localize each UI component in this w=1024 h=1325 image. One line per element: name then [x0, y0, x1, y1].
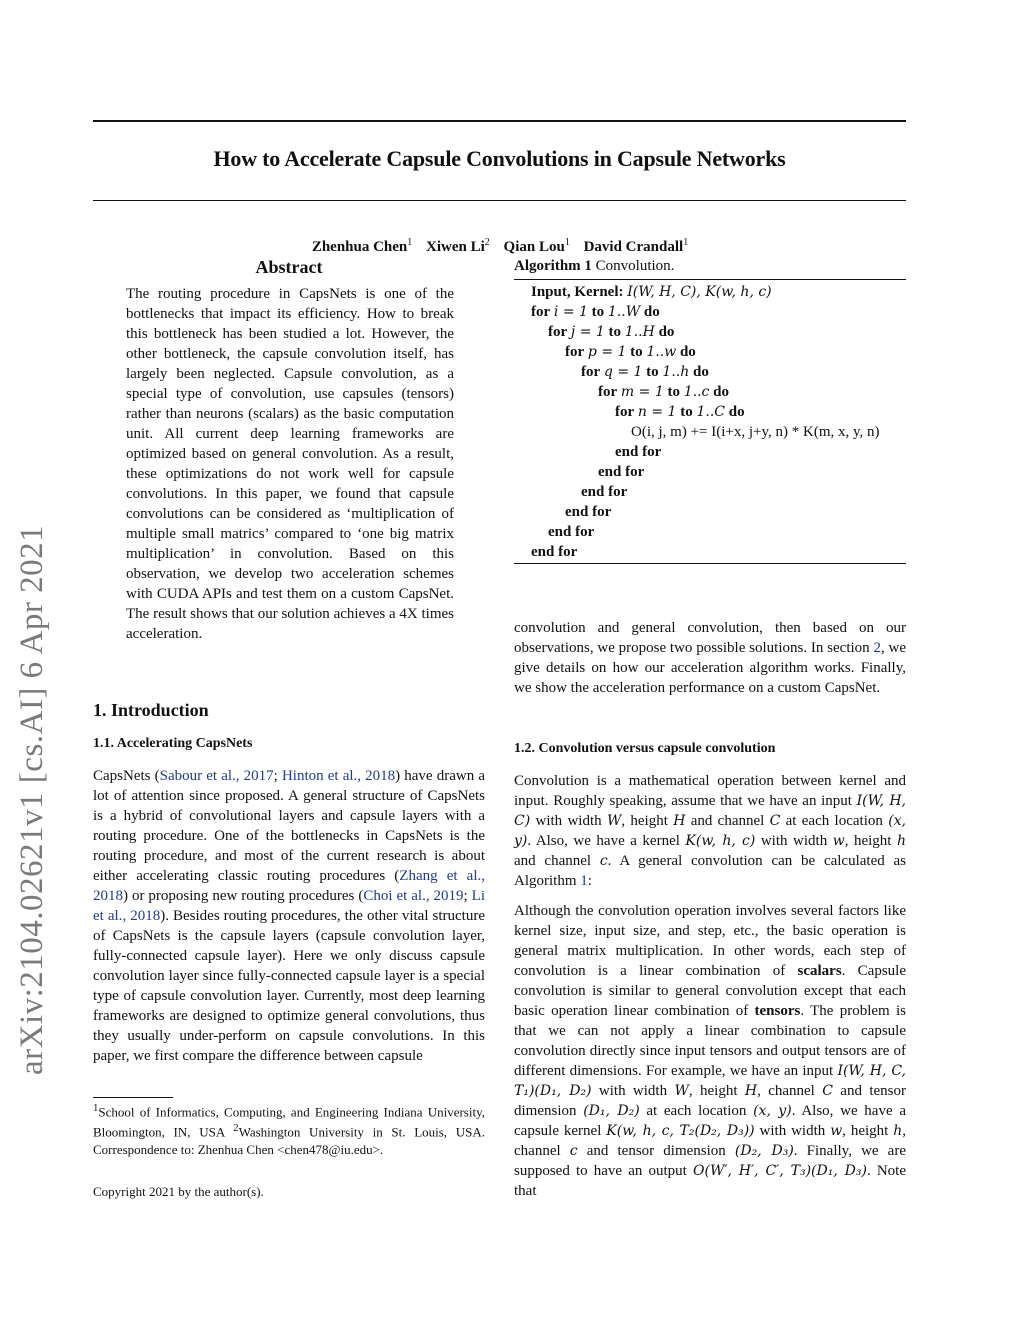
intro-paragraph: CapsNets (Sabour et al., 2017; Hinton et al., 2018) have drawn a lot of attention since proposed. A general structure of CapsNets is a hybrid of convolutional layers and capsule layers with a routing procedure. One of the bottlenecks in CapsNets is the routing procedure, and most of the current research is about either accelerating classic routing procedures (Zhang et al., 2018) or proposing new routing procedures (Choi et al., 2019; Li et al., 2018). Besides routing procedures, the other vital structure of CapsNets is the capsule layers (capsule convolution layer, fully-connected capsule layer). Here we only discuss capsule convolution layer since fully-connected capsule layer is a special type of capsule convolution layer. Currently, most deep learning frameworks are designed to optimize general convolutions, thus they usually under-perform on capsule convolutions. In this paper, we first compare the difference between capsule [93, 768, 486, 1064]
convolution-paragraph: Convolution is a mathematical operation between kernel and input. Roughly speaking, assume that we have an input I(W, H, C) with width W, height H and channel C at each location (x, y). Also, we have a kernel K(w, h, c) with width w, height h and channel c. A general convolution can be calculated as Algorithm 1: [514, 773, 907, 889]
copyright-notice: Copyright 2021 by the author(s). [93, 1184, 264, 1199]
subsection-1-1-heading: 1.1. Accelerating CapsNets [93, 736, 253, 751]
algo-for-i: for i = 1 to 1..W do [531, 304, 660, 320]
affiliation-footnote: $^1$School of Informatics, Computing, and Engineering Indiana University, Bloomington, IN, USA $^2$Washington University in St. Louis, USA. Correspondence to: Zhenhua Chen <chen478@iu.edu>. [93, 1102, 485, 1157]
title-top-rule [93, 120, 906, 122]
author-1: Zhenhua Chen$^1$ [311, 237, 413, 255]
algo-for-n: for n = 1 to 1..C do [615, 404, 745, 420]
abstract-heading: Abstract [255, 257, 323, 277]
algo-endfor-n: end for [615, 444, 662, 460]
algo-for-p: for p = 1 to 1..w do [565, 344, 696, 360]
title-bottom-rule [93, 200, 906, 201]
intro-continued-paragraph: convolution and general convolution, then based on our observations, we propose two possible solutions. In section 2, we give details on how our acceleration algorithm works. Finally, we show the acceleration performance on a custom CapsNet. [514, 620, 906, 696]
algo-endfor-p: end for [565, 504, 612, 520]
author-3: Qian Lou$^1$ [503, 237, 570, 255]
algo-body-statement: O(i, j, m) += I(i+x, j+y, n) * K(m, x, y, n) [631, 424, 880, 440]
algorithm-top-rule [514, 279, 906, 280]
algorithm-caption: Algorithm 1 Convolution. [514, 258, 675, 274]
algo-endfor-m: end for [598, 464, 645, 480]
citation-sabour[interactable]: Sabour et al., 2017 [159, 768, 274, 784]
algo-endfor-i: end for [531, 544, 578, 560]
algorithm-1-link[interactable]: 1 [580, 873, 588, 889]
subsection-1-2-heading: 1.2. Convolution versus capsule convolution [514, 741, 776, 756]
algo-endfor-j: end for [548, 524, 595, 540]
arxiv-sidebar-id: arXiv:2104.02621v1 [cs.AI] 6 Apr 2021 [14, 524, 50, 1075]
capsule-convolution-paragraph: Although the convolution operation involves several factors like kernel size, input size, and step, etc., the basic operation is general matrix multiplication. In other words, each step of convolution is a linear combination of scalars. Capsule convolution is similar to general convolution except that each basic operation linear combination of tensors. The problem is that we can not apply a linear combination to capsule convolution directly since input tensors and output tensors are of different dimensions. For example, we have an input I(W, H, C, T₁)(D₁, D₂) with width W, height H, channel C and tensor dimension (D₁, D₂) at each location (x, y). Also, we have a capsule kernel K(w, h, c, T₂(D₂, D₃)) with width w, height h, channel c and tensor dimension (D₂, D₃). Finally, we are supposed to have an output O(W′, H′, C′, T₃)(D₁, D₃). Note that [514, 903, 907, 1199]
algorithm-bottom-rule [514, 563, 906, 564]
author-4: David Crandall$^1$ [583, 237, 689, 255]
abstract-text: The routing procedure in CapsNets is one of the bottlenecks that impact its efficiency. How to break this bottleneck has been studied a lot. However, the other bottleneck, the capsule convolution itself, has largely been neglected. Capsule convolution, as a special type of convolution, use capsules (tensors) rather than neurons (scalars) as the basic computation unit. All current deep learning frameworks are optimized based on general convolution. As a result, these optimizations do not work well for capsule convolutions. In this paper, we found that capsule convolutions can be considered as ‘multiplication of multiple small matrics’ compared to ‘one big matrix multiplication’ in convolution. Based on this observation, we develop two acceleration schemes with CUDA APIs and test them on a custom CapsNet. The result shows that our solution achieves a 4X times acceleration. [126, 286, 454, 642]
section-2-link[interactable]: 2 [873, 640, 881, 656]
algo-endfor-q: end for [581, 484, 628, 500]
citation-hinton[interactable]: Hinton et al., 2018 [281, 768, 396, 784]
footnote-rule [93, 1097, 173, 1098]
intro-heading: 1. Introduction [93, 700, 209, 720]
author-list [0, 237, 1000, 256]
author-2: Xiwen Li$^2$ [426, 237, 490, 255]
paper-title: How to Accelerate Capsule Convolutions in Capsule Networks [213, 146, 786, 171]
citation-li[interactable]: Li et al., 2018 [93, 888, 486, 924]
algo-input-line: Input, Kernel: I(W, H, C), K(w, h, c) [531, 284, 772, 300]
citation-choi[interactable]: Choi et al., 2019 [363, 888, 464, 904]
algo-for-q: for q = 1 to 1..h do [581, 364, 709, 380]
algo-for-m: for m = 1 to 1..c do [598, 384, 729, 400]
algo-for-j: for j = 1 to 1..H do [548, 324, 675, 340]
citation-zhang[interactable]: Zhang et al., 2018 [93, 868, 485, 904]
